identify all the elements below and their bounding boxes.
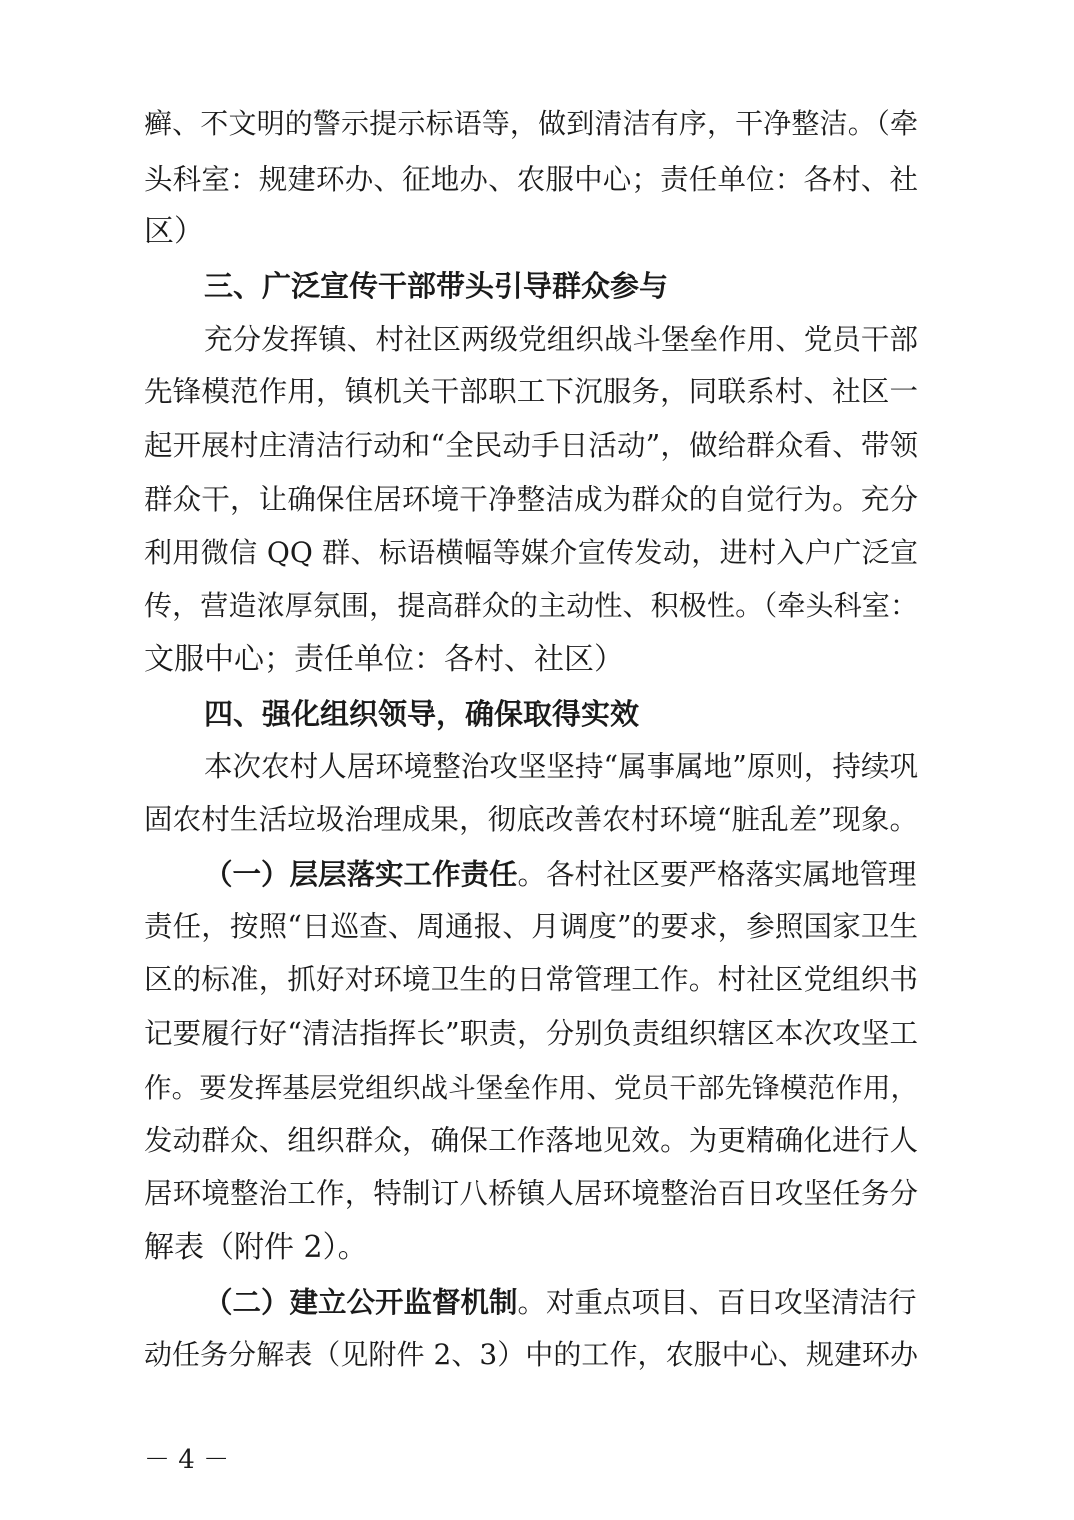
body-text-run: 。各村社区要严格落实属地管理 (517, 858, 917, 891)
body-text-line: 起开展村庄清洁行动和“全民动手日活动”，做给群众看、带领 (144, 429, 918, 462)
body-text-line: 作。要发挥基层党组织战斗堡垒作用、党员干部先锋模范作用， (144, 1072, 918, 1104)
subsection-title-2: （二）建立公开监督机制 (204, 1285, 518, 1319)
body-text-line: 记要履行好“清洁指挥长”职责，分别负责组织辖区本次攻坚工 (144, 1017, 918, 1050)
body-text-line: 动任务分解表（见附件 2、3）中的工作，农服中心、规建环办 (144, 1338, 918, 1371)
body-text-line: 充分发挥镇、村社区两级党组织战斗堡垒作用、党员干部 (204, 323, 918, 356)
body-text-line: 区的标准，抓好对环境卫生的日常管理工作。村社区党组织书 (144, 963, 918, 996)
body-text-line: 固农村生活垃圾治理成果，彻底改善农村环境“脏乱差”现象。 (144, 803, 918, 836)
subsection-title-1: （一）层层落实工作责任 (204, 857, 518, 891)
body-text-line: 本次农村人居环境整治攻坚坚持“属事属地”原则，持续巩 (204, 750, 918, 783)
body-text-line: 居环境整治工作，特制订八桥镇人居环境整治百日攻坚任务分 (144, 1177, 918, 1210)
body-text-line: 癣、不文明的警示提示标语等，做到清洁有序，干净整洁。（牵 (144, 107, 918, 140)
body-text-line: 头科室：规建环办、征地办、农服中心；责任单位：各村、社 (144, 163, 918, 196)
body-text-line: 文服中心；责任单位：各村、社区） (144, 642, 624, 677)
body-text-line: 利用微信 QQ 群、标语横幅等媒介宣传发动，进村入户广泛宣 (144, 536, 918, 569)
subsection-line-1 (204, 850, 918, 898)
subsection-line-2 (204, 1278, 918, 1326)
body-text-line: 传，营造浓厚氛围，提高群众的主动性、积极性。（牵头科室： (144, 589, 918, 622)
page-number: － 4 － (144, 1445, 230, 1475)
body-text-line: 责任，按照“日巡查、周通报、月调度”的要求，参照国家卫生 (144, 910, 918, 943)
section-heading-4: 四、强化组织领导，确保取得实效 (204, 697, 640, 731)
body-text-line: 发动群众、组织群众，确保工作落地见效。为更精确化进行人 (144, 1124, 918, 1157)
section-heading-3: 三、广泛宣传干部带头引导群众参与 (204, 269, 669, 303)
body-text-line: 区） (144, 214, 204, 249)
body-text-line: 先锋模范作用，镇机关干部职工下沉服务，同联系村、社区一 (144, 375, 918, 408)
body-text-run: 。对重点项目、百日攻坚清洁行 (517, 1286, 917, 1319)
body-text-line: 解表（附件 2）。 (144, 1230, 368, 1265)
body-text-line: 群众干，让确保住居环境干净整洁成为群众的自觉行为。充分 (144, 483, 918, 516)
